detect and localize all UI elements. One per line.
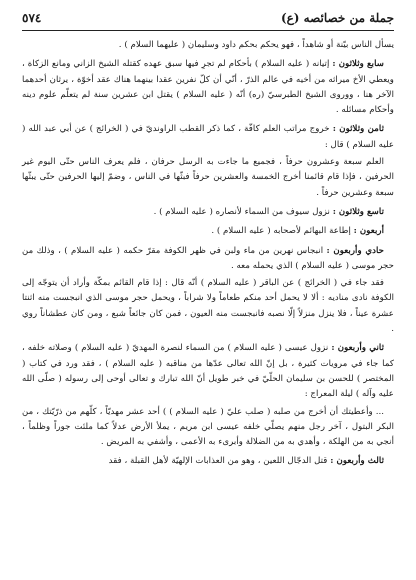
quote-paragraph bbox=[22, 155, 394, 201]
item-heading: سابع وثلاثون : bbox=[332, 59, 385, 70]
paragraph-text: إتيانه ( عليه السلام ) بأحكام لم تجرِ فيها سبق عهده كقتله الشيخ الزاني ومانع الزكاة ، ويعطي الأخ ميراثه من أخيه في عالم الذرّ ، أنّي أن كلّ نفرين عقدا بينهما هناك عقد أخوّة ، يرثان أحدهما الآخر هنا ، ووروى الشيخ الطبرسيّ (ره) أنّه ( عليه السلام ) يقتل ابن عشرين سنة لم يتعلّم علوم دينه وأحكام مسائله . bbox=[22, 59, 394, 116]
paragraph-text: نزول عيسى ( عليه السلام ) من السماء لنصرة المهديّ ( عليه السلام ) وصلاته خلفه ، كما جاء في مرويات كثيرة ، بل إنّ الله تعالى عدّها من مناقبه ( عليه السلام ) ، فقد ورد في كتاب ( المختصر ) للحسن بن سليمان الحلّيّ في خبر طويل أنّ الله تبارك و تعالى أوحى إلى رسوله ( صلّى الله عليه وآله ) ليلة المعراج : bbox=[22, 343, 394, 400]
paragraph bbox=[22, 454, 394, 469]
paragraph bbox=[22, 57, 394, 118]
paragraph bbox=[22, 224, 394, 239]
paragraph bbox=[22, 244, 394, 275]
running-title: جملة من خصائصه (ع) bbox=[280, 11, 394, 25]
item-heading: ثالث وأربعون : bbox=[330, 456, 384, 467]
paragraph bbox=[22, 205, 394, 220]
page-body bbox=[22, 38, 394, 576]
item-heading: ثاني وأربعون : bbox=[331, 343, 384, 354]
paragraph-text: فقد جاء في ( الخرائج ) عن الباقر ( عليه السلام ) أنّه قال : إذا قام القائم بمكّة وأراد أن يتوجّه إلى الكوفة نادى مناديه : ألا لا يحمل أحد منكم طعاماً ولا شراباً ، ويحمل حجر موسى الذي انبجست منه اثنتا عشرة عيناً ، فلا ينزل منزلاً إلّا نصبه فانبجست منه العيون ، فمن كان جائعاً شبع ، ومن كان عطشاناً روي . bbox=[22, 278, 394, 335]
paragraph bbox=[22, 276, 394, 337]
item-heading: ثامن وثلاثون : bbox=[332, 124, 385, 135]
item-heading: حادي وأربعون : bbox=[326, 245, 384, 256]
paragraph-text: خروج مراتب العلم كافّة ، كما ذكر القطب الراونديّ في ( الخرائج ) عن أبي عبد الله ( عليه السلام ) قال : bbox=[22, 124, 394, 150]
item-heading: تاسع وثلاثون : bbox=[332, 206, 384, 217]
page-number: ٥٧٤ bbox=[22, 11, 42, 25]
header-rule bbox=[22, 30, 394, 31]
paragraph-text: إطاعة البهائم لأصحابه ( عليه السلام ) . bbox=[211, 226, 354, 237]
paragraph-text: ... وأعطيتك أن أخرج من صلبه ( صلب عليّ ( عليه السلام ) ) أحد عشر مهديّاً ، كلّهم من ذرّيّتك ، من البكر البتول ، آخر رجل منهم يصلّي خلفه عيسى ابن مريم ، يملأ الأرض عدلاً كما ملئت جوراً وظلماً ، أنجي به من الهلكة ، وأهدي به من الضلالة وأبرىء به الأعمى ، وأشفي به المريض . bbox=[22, 406, 394, 448]
paragraph-text: نزول سيوف من السماء لأنصاره ( عليه السلام ) . bbox=[153, 206, 333, 217]
paragraph-text: قتل الدجّال اللعين ، وهو من العذابات الإلهيّة لأهل القبلة ، فقد bbox=[108, 456, 331, 467]
quote-paragraph bbox=[22, 405, 394, 451]
page-header bbox=[22, 8, 394, 28]
paragraph-text: انبجاس نهرين من ماء ولبن في ظهر الكوفة مقرّ حكمه ( عليه السلام ) ، وذلك من حجر موسى ( عليه السلام ) الذي يحمله معه . bbox=[22, 245, 394, 271]
item-heading: أربعون : bbox=[353, 226, 384, 237]
paragraph bbox=[22, 341, 394, 402]
paragraph-text: العلم سبعة وعشرون حرفاً ، فجميع ما جاءت به الرسل حرفان ، فلم يعرف الناس حتّى اليوم غير الحرفين ، فإذا قام قائمنا أخرج الخمسة والعشرين حرفاً فبثّها في الناس ، وضمّ إليها الحرفين حتّى يبثّها سبعة وعشرين حرفاً . bbox=[22, 157, 394, 198]
paragraph bbox=[22, 122, 394, 153]
paragraph bbox=[22, 38, 394, 53]
paragraph-text: يسأل الناس بيّنة أو شاهداً ، فهو يحكم بحكم داود وسليمان ( عليهما السلام ) . bbox=[118, 40, 394, 50]
